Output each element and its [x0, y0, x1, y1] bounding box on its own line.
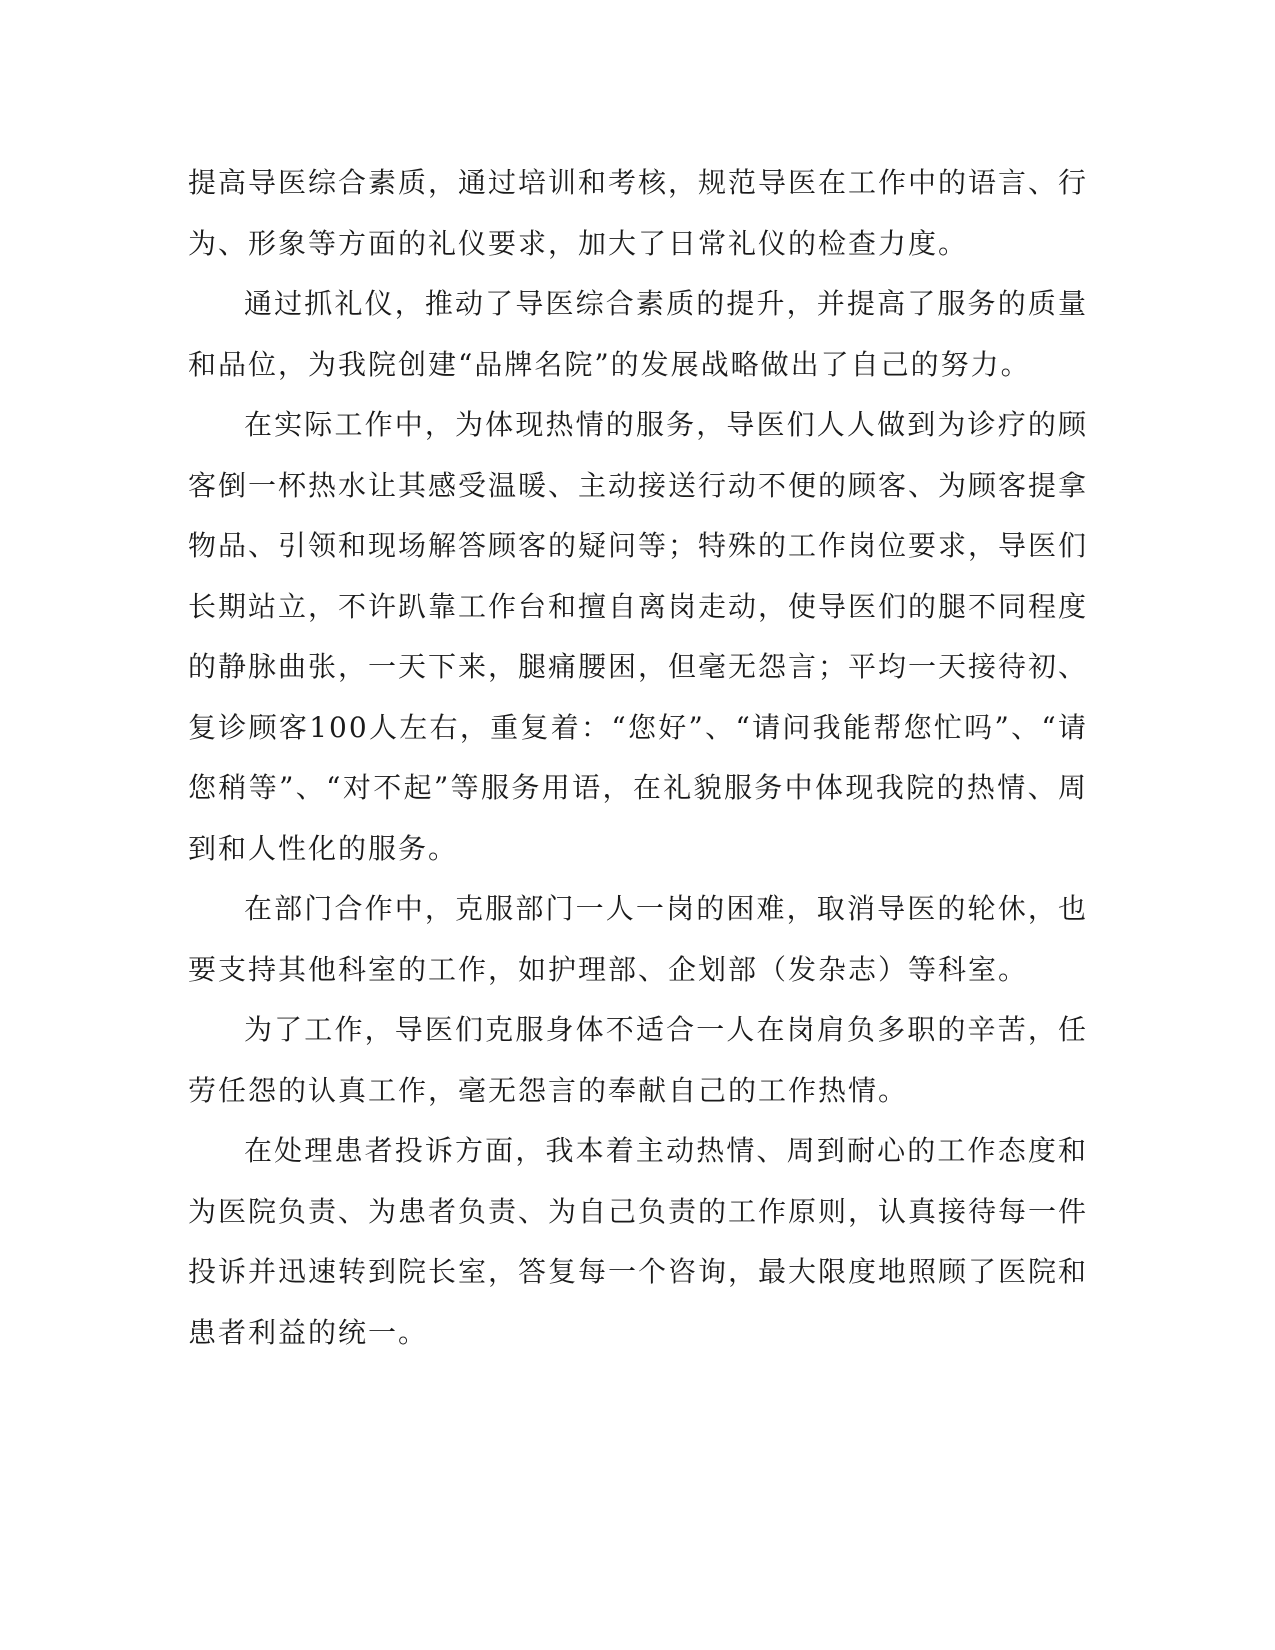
document-body	[188, 153, 1088, 1363]
paragraph-6: 在处理患者投诉方面，我本着主动热情、周到耐心的工作态度和为医院负责、为患者负责、为自己负责的工作原则，认真接待每一件投诉并迅速转到院长室，答复每一个咨询，最大限度地照顾了医院和患者利益的统一。	[188, 1134, 1089, 1349]
paragraph-3: 在实际工作中，为体现热情的服务，导医们人人做到为诊疗的顾客倒一杯热水让其感受温暖、主动接送行动不便的顾客、为顾客提拿物品、引领和现场解答顾客的疑问等；特殊的工作岗位要求，导医们长期站立，不许趴靠工作台和擅自离岗走动，使导医们的腿不同程度的静脉曲张，一天下来，腿痛腰困，但毫无怨言；平均一天接待初、复诊顾客100人左右，重复着：“您好”、“请问我能帮您忙吗”、“请您稍等”、“对不起”等服务用语，在礼貌服务中体现我院的热情、周到和人性化的服务。	[188, 408, 1089, 865]
paragraph-2: 通过抓礼仪，推动了导医综合素质的提升，并提高了服务的质量和品位，为我院创建“品牌名院”的发展战略做出了自己的努力。	[188, 287, 1088, 381]
paragraph-1: 提高导医综合素质，通过培训和考核，规范导医在工作中的语言、行为、形象等方面的礼仪要求，加大了日常礼仪的检查力度。	[188, 166, 1089, 260]
paragraph-4: 在部门合作中，克服部门一人一岗的困难，取消导医的轮休，也要支持其他科室的工作，如护理部、企划部（发杂志）等科室。	[188, 892, 1088, 986]
paragraph-5: 为了工作，导医们克服身体不适合一人在岗肩负多职的辛苦，任劳任怨的认真工作，毫无怨言的奉献自己的工作热情。	[188, 1013, 1088, 1107]
